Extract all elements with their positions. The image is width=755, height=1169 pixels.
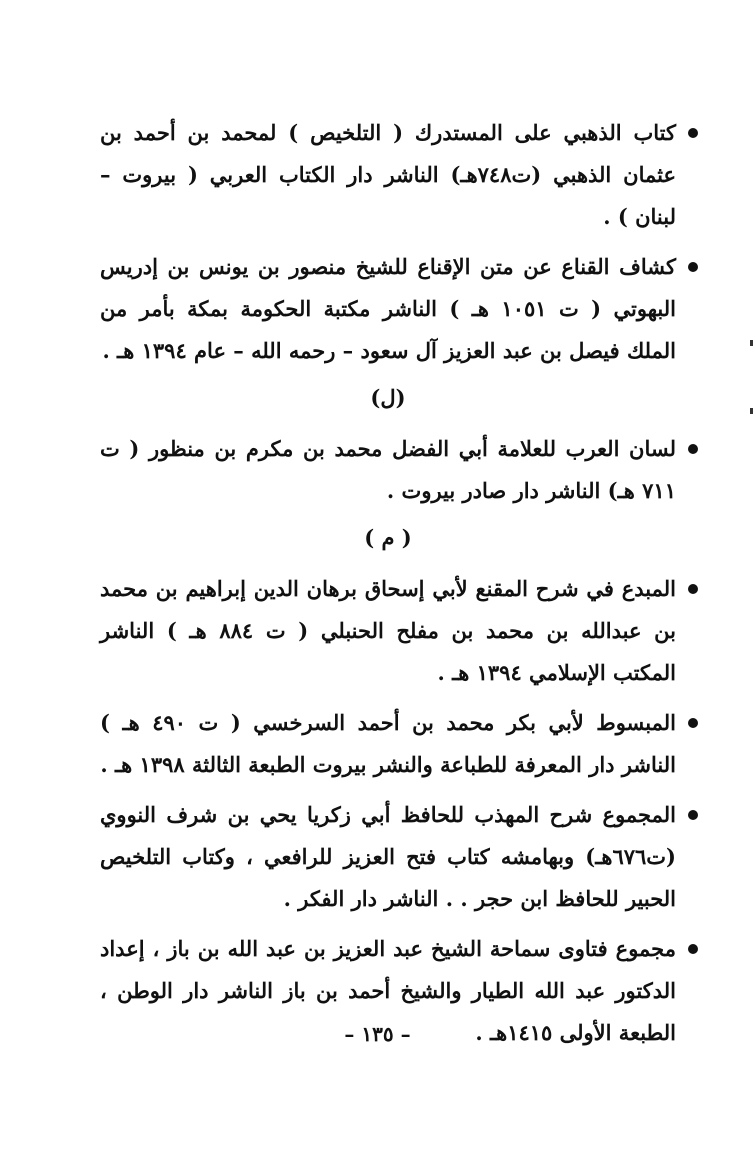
bullet-icon	[688, 944, 698, 954]
bullet-icon	[688, 584, 698, 594]
page-number: – ١٣٥ –	[344, 1022, 411, 1046]
bullet-icon	[688, 444, 698, 454]
entry-text: مجموع فتاوى سماحة الشيخ عبد العزيز بن عبد الله بن باز ، إعداد الدكتور عبد الله الطيار والشيخ أحمد بن باز الناشر دار الوطن ، الطبعة الأولى ١٤١٥هـ .	[100, 936, 676, 1045]
bibliography-entry	[100, 246, 698, 372]
entry-text: المجموع شرح المهذب للحافظ أبي زكريا يحي بن شرف النووي (ت٦٧٦هـ) وبهامشه كتاب فتح العزيز للرافعي ، وكتاب التلخيص الحبير للحافظ ابن حجر . . الناشر دار الفكر .	[100, 802, 676, 911]
margin-mark	[750, 408, 753, 414]
margin-mark	[750, 340, 753, 346]
entry-text: المبدع في شرح المقنع لأبي إسحاق برهان الدين إبراهيم بن محمد بن عبدالله بن محمد بن مفلح الحنبلي ( ت ٨٨٤ هـ ) الناشر المكتب الإسلامي ١٣٩٤ هـ .	[100, 576, 676, 685]
bullet-icon	[688, 810, 698, 820]
bibliography-entry	[100, 794, 698, 920]
entry-text: لسان العرب للعلامة أبي الفضل محمد بن مكرم بن منظور ( ت ٧١١ هـ) الناشر دار صادر بيروت .	[100, 436, 676, 503]
bibliography-entry	[100, 702, 698, 786]
bibliography-entry	[100, 428, 698, 512]
bibliography-entry	[100, 112, 698, 238]
bibliography-list	[100, 112, 698, 1062]
entry-text: كتاب الذهبي على المستدرك ( التلخيص ) لمحمد بن أحمد بن عثمان الذهبي (ت٧٤٨هـ) الناشر دار الكتاب العربي ( بيروت – لبنان ) .	[100, 120, 676, 229]
bullet-icon	[688, 128, 698, 138]
bibliography-entry	[100, 568, 698, 694]
entry-text: المبسوط لأبي بكر محمد بن أحمد السرخسي ( ت ٤٩٠ هـ ) الناشر دار المعرفة للطباعة والنشر بيروت الطبعة الثالثة ١٣٩٨ هـ .	[100, 710, 676, 777]
entry-text: كشاف القناع عن متن الإقناع للشيخ منصور بن يونس بن إدريس البهوتي ( ت ١٠٥١ هـ ) الناشر مكتبة الحكومة بمكة بأمر من الملك فيصل بن عبد العزيز آل سعود – رحمه الله – عام ١٣٩٤ هـ .	[100, 254, 676, 363]
section-heading: ( م )	[364, 525, 412, 550]
bullet-icon	[688, 262, 698, 272]
bullet-icon	[688, 718, 698, 728]
section-heading: (ل)	[370, 385, 406, 410]
